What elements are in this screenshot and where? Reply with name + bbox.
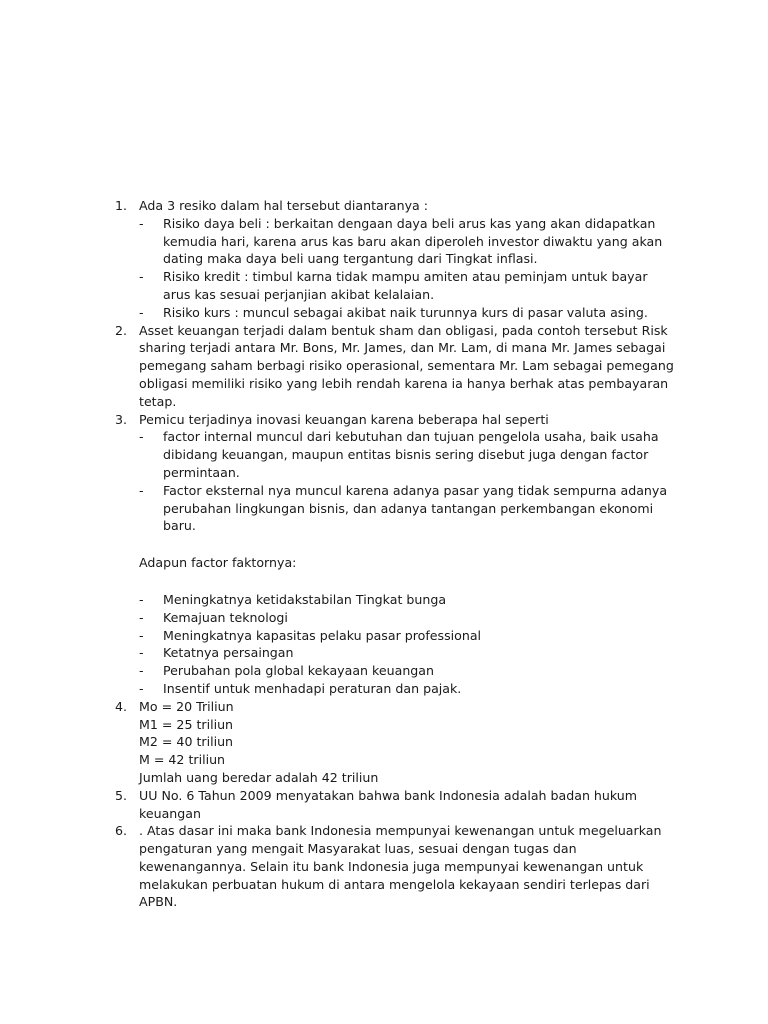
bullet-item	[139, 482, 675, 535]
factor-item	[139, 662, 675, 680]
factor-item	[139, 591, 675, 609]
list-item-2	[115, 322, 675, 411]
list-item-5	[115, 787, 675, 823]
dash-marker: -	[139, 482, 144, 498]
spacer	[139, 535, 675, 554]
dash-marker: -	[139, 627, 144, 643]
bullet-text: factor internal muncul dari kebutuhan dan tujuan pengelola usaha, baik usaha dibidang keuangan, maupun entitas bisnis sering disebut juga dengan factor permintaan.	[163, 429, 659, 480]
money-line: Mo = 20 Triliun	[139, 698, 234, 714]
item-number: 2.	[115, 322, 128, 338]
list-item-6	[115, 822, 675, 911]
item-number: 3.	[115, 411, 128, 427]
subheading: Adapun factor faktornya:	[139, 555, 297, 571]
bullet-item	[139, 304, 675, 322]
dash-marker: -	[139, 269, 144, 285]
item-number: 5.	[115, 787, 128, 803]
bullet-text: Risiko daya beli : berkaitan dengaan daya beli arus kas yang akan didapatkan kemudia hari, karena arus kas baru akan diperoleh investor diwaktu yang akan dating maka daya beli uang tergantung dari Tingkat inflasi.	[163, 215, 663, 267]
bullet-item	[139, 215, 675, 268]
bullet-item	[139, 268, 675, 304]
item-number: 4.	[115, 698, 128, 714]
dash-marker: -	[139, 591, 144, 607]
factor-text: Kemajuan teknologi	[163, 609, 288, 625]
list-item-4	[115, 698, 675, 787]
dash-marker: -	[139, 429, 144, 445]
factor-text: Meningkatnya ketidakstabilan Tingkat bunga	[163, 591, 447, 607]
item-number: 6.	[115, 823, 128, 839]
bullet-item	[139, 428, 675, 481]
factor-item	[139, 644, 675, 662]
list-item-1	[115, 197, 675, 322]
dash-marker: -	[139, 304, 144, 320]
factor-text: Meningkatnya kapasitas pelaku pasar professional	[163, 627, 482, 643]
item-text: Asset keuangan terjadi dalam bentuk sham dan obligasi, pada contoh tersebut Risk sharing terjadi antara Mr. Bons, Mr. James, dan Mr. Lam, di mana Mr. James sebagai pemegang saham berbagi risiko operasional, sementara Mr. Lam sebagai pemegang obligasi memiliki risiko yang lebih rendah karena ia hanya berhak atas pembayaran tetap.	[139, 322, 674, 409]
factor-item	[139, 627, 675, 645]
bullet-text: Risiko kredit : timbul karna tidak mampu amiten atau peminjam untuk bayar arus kas sesuai perjanjian akibat kelalaian.	[163, 269, 648, 302]
bullet-text: Risiko kurs : muncul sebagai akibat naik turunnya kurs di pasar valuta asing.	[163, 304, 648, 320]
item-number: 1.	[115, 198, 128, 213]
bullet-text: Factor eksternal nya muncul karena adanya pasar yang tidak sempurna adanya perubahan lingkungan bisnis, dan adanya tantangan perkembangan ekonomi baru.	[163, 482, 668, 534]
dash-marker: -	[139, 680, 144, 696]
spacer	[139, 572, 675, 591]
money-line: M2 = 40 triliun	[139, 734, 234, 750]
money-line: M1 = 25 triliun	[139, 716, 234, 732]
item-text: Pemicu terjadinya inovasi keuangan karena beberapa hal seperti	[139, 411, 549, 427]
factor-text: Perubahan pola global kekayaan keuangan	[163, 663, 434, 679]
money-line: M = 42 triliun	[139, 752, 226, 768]
dash-marker: -	[139, 645, 144, 661]
factor-text: Insentif untuk menhadapi peraturan dan pajak.	[163, 680, 462, 696]
dash-marker: -	[139, 663, 144, 679]
factor-text: Ketatnya persaingan	[163, 645, 294, 661]
factor-item	[139, 680, 675, 698]
list-item-3	[115, 411, 675, 698]
dash-marker: -	[139, 215, 144, 231]
item-text: Ada 3 resiko dalam hal tersebut diantaranya :	[139, 198, 429, 213]
factor-item	[139, 609, 675, 627]
numbered-list	[115, 197, 675, 911]
money-conclusion: Jumlah uang beredar adalah 42 triliun	[139, 769, 379, 785]
item-text: . Atas dasar ini maka bank Indonesia mempunyai kewenangan untuk megeluarkan pengaturan yang mengait Masyarakat luas, sesuai dengan tugas dan kewenangannya. Selain itu bank Indonesia juga mempunyai kewenangan untuk melakukan perbuatan hukum di antara mengelola kekayaan sendiri terlepas dari APBN.	[139, 823, 662, 910]
item-text: UU No. 6 Tahun 2009 menyatakan bahwa bank Indonesia adalah badan hukum keuangan	[139, 787, 638, 821]
dash-marker: -	[139, 609, 144, 625]
